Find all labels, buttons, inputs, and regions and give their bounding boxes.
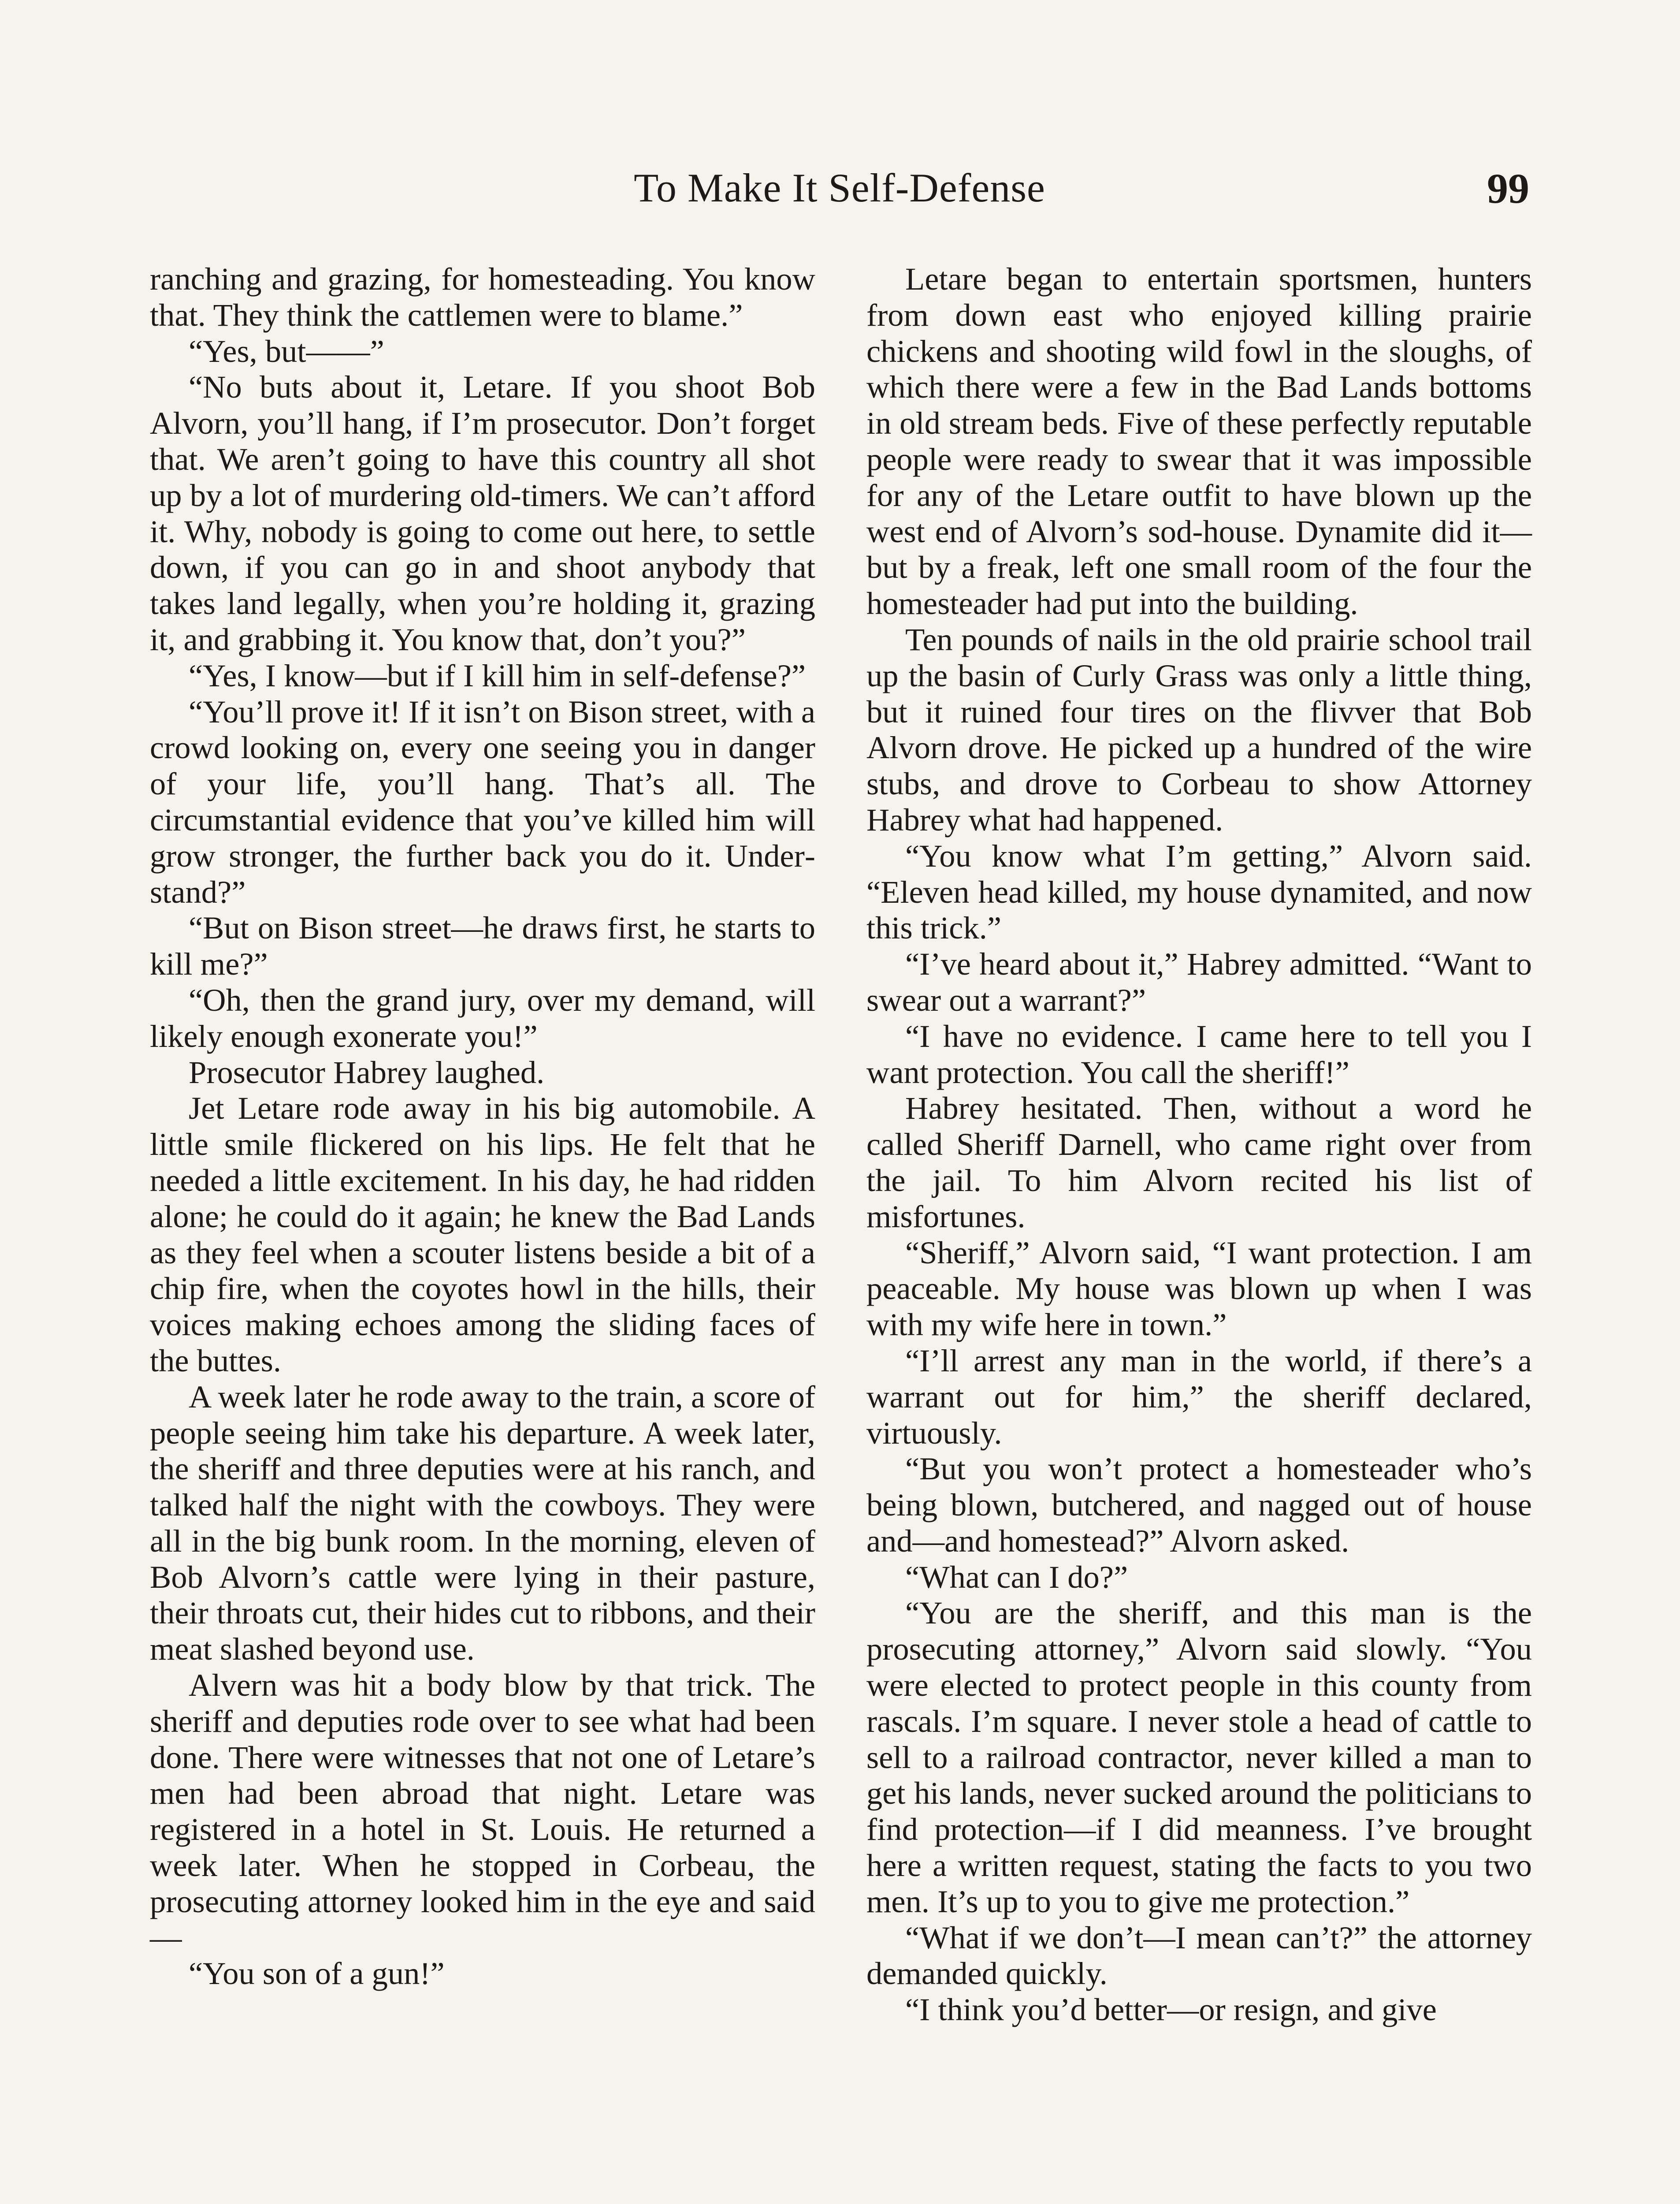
paragraph: “I’ve heard about it,” Habrey admitted. “Want to swear out a warrant?”: [866, 946, 1532, 1018]
paragraph: ranching and grazing, for homesteading. You know that. They think the cattlemen were to blame.”: [150, 261, 815, 333]
paragraph: Prosecutor Habrey laughed.: [189, 1054, 545, 1090]
paragraph: A week later he rode away to the train, a score of people seeing him take his departure. A week later, the sheriff and three deputies were at his ranch, and talked half the night with the cowboys. They were all in the big bunk room. In the morning, eleven of Bob Alvorn’s cattle were lying in their pasture, their throats cut, their hides cut to ribbons, and their meat slashed beyond use.: [150, 1378, 815, 1667]
paragraph: Jet Letare rode away in his big automobile. A little smile flickered on his lips. He felt that he needed a little excitement. In his day, he had ridden alone; he could do it again; he knew the Bad Lands as they feel when a scouter listens beside a bit of a chip fire, when the coyotes howl in the hills, their voices making echoes among the sliding faces of the buttes.: [150, 1090, 815, 1378]
paragraph: “Oh, then the grand jury, over my demand, will likely enough exonerate you!”: [150, 982, 815, 1054]
paragraph: “But you won’t protect a homesteader who’s being blown, butchered, and nagged out of house and—and homestead?” Alvorn asked.: [866, 1451, 1532, 1559]
paragraph: Alvern was hit a body blow by that trick. The sheriff and deputies rode over to see what had been done. There were witnesses that not one of Letare’s men had been abroad that night. Letare was registered in a hotel in St. Louis. He returned a week later. When he stopped in Corbeau, the prosecuting attorney looked him in the eye and said—: [150, 1667, 815, 1955]
paragraph: “I think you’d better—or resign, and give: [905, 1992, 1437, 2028]
paragraph: Letare began to entertain sportsmen, hunters from down east who enjoyed killing prairie chickens and shooting wild fowl in the sloughs, of which there were a few in the Bad Lands bottoms in old stream beds. Five of these perfectly reputable people were ready to swear that it was impossible for any of the Letare outfit to have blown up the west end of Alvorn’s sod-house. Dynamite did it—but by a freak, left one small room of the four the homesteader had put into the building.: [866, 261, 1532, 622]
paragraph: “You are the sheriff, and this man is the prosecuting attorney,” Alvorn said slowly. “You were elected to protect people in this county from rascals. I’m square. I never stole a head of cattle to sell to a railroad contractor, never killed a man to get his lands, never sucked around the politicians to find protection—if I did meanness. I’ve brought here a written request, stating the facts to you two men. It’s up to you to give me protection.”: [866, 1595, 1532, 1919]
paragraph: “I’ll arrest any man in the world, if there’s a warrant out for him,” the sheriff declared, virtuously.: [866, 1342, 1532, 1451]
paragraph: “You know what I’m getting,” Alvorn said. “Eleven head killed, my house dynamited, and now this trick.”: [866, 838, 1532, 946]
page-header: [150, 165, 1529, 234]
paragraph: “But on Bison street—he draws first, he starts to kill me?”: [150, 910, 815, 982]
left-column: [150, 261, 815, 1992]
paragraph: Ten pounds of nails in the old prairie school trail up the basin of Curly Grass was only a little thing, but it ruined four tires on the flivver that Bob Alvorn drove. He picked up a hundred of the wire stubs, and drove to Corbeau to show Attorney Habrey what had happened.: [866, 621, 1532, 838]
paragraph: “You’ll prove it! If it isn’t on Bison street, with a crowd looking on, every one seeing you in danger of your life, you’ll hang. That’s all. The circumstantial evidence that you’ve killed him will grow stronger, the further back you do it. Understand?”: [150, 693, 815, 910]
paragraph: “Yes, but——”: [189, 333, 384, 369]
paragraph: “Yes, I know—but if I kill him in self-defense?”: [189, 657, 806, 693]
right-column: [866, 261, 1532, 2028]
paragraph: “You son of a gun!”: [189, 1955, 445, 1992]
page-number: 99: [1487, 165, 1529, 212]
paragraph: “What can I do?”: [905, 1559, 1128, 1595]
paragraph: “What if we don’t—I mean can’t?” the attorney demanded quickly.: [866, 1919, 1532, 1992]
paragraph: “Sheriff,” Alvorn said, “I want protection. I am peaceable. My house was blown up when I was with my wife here in town.”: [866, 1234, 1532, 1343]
paragraph: Habrey hesitated. Then, without a word he called Sheriff Darnell, who came right over from the jail. To him Alvorn recited his list of misfortunes.: [866, 1090, 1532, 1234]
paragraph: “No buts about it, Letare. If you shoot Bob Alvorn, you’ll hang, if I’m prosecutor. Don’t forget that. We aren’t going to have this country all shot up by a lot of murdering old-timers. We can’t afford it. Why, nobody is going to come out here, to settle down, if you can go in and shoot anybody that takes land legally, when you’re holding it, grazing it, and grabbing it. You know that, don’t you?”: [150, 369, 815, 657]
paragraph: “I have no evidence. I came here to tell you I want protection. You call the sheriff!”: [866, 1018, 1532, 1090]
running-title: To Make It Self-Defense: [634, 165, 1045, 210]
